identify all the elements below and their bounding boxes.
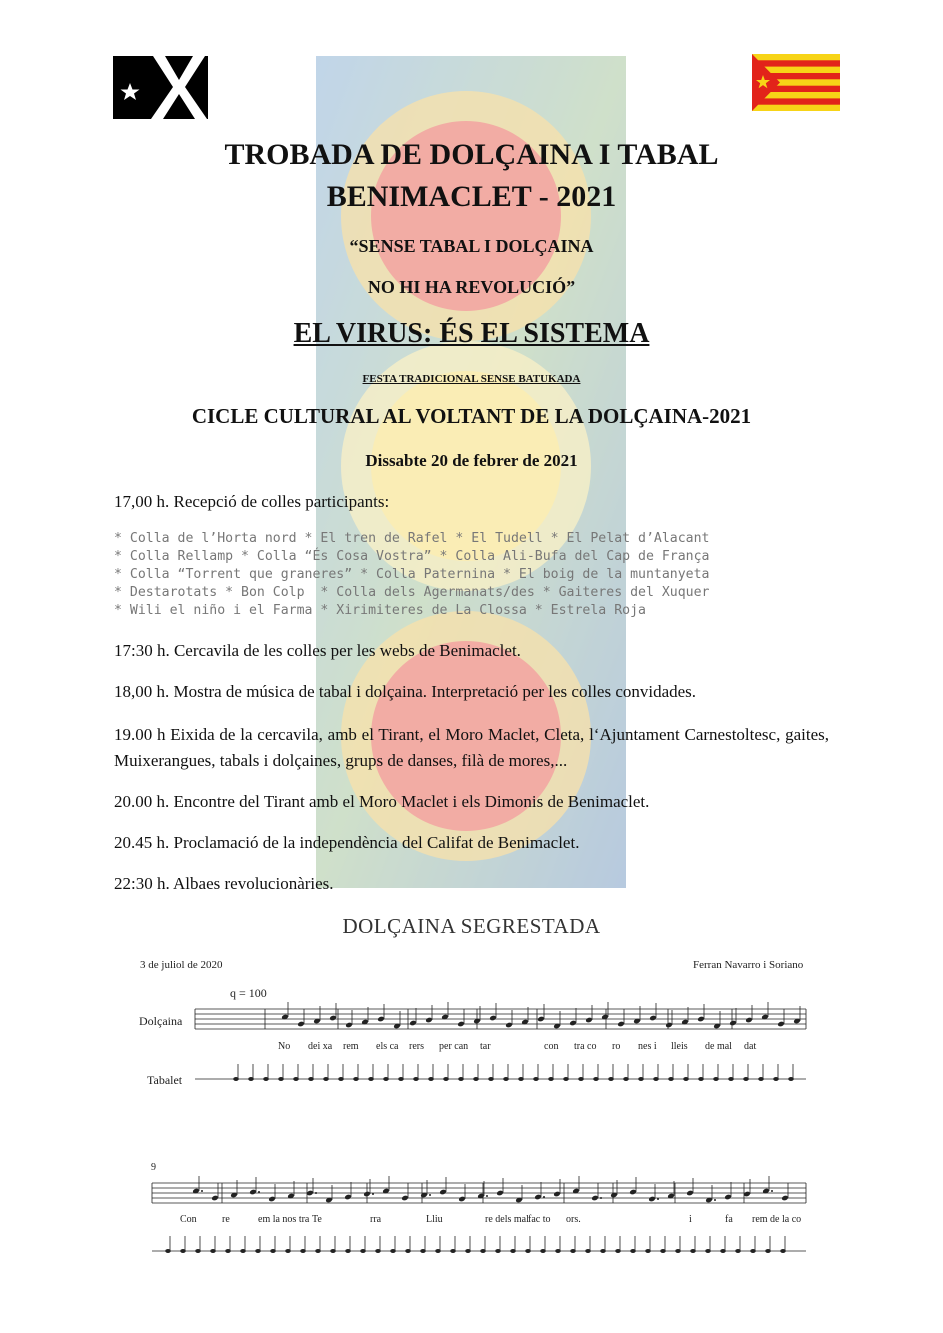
tabalet-staff-1 [195, 1064, 806, 1081]
program-item-7: 22:30 h. Albaes revolucionàries. [114, 874, 334, 893]
lyric-syllable: els ca [376, 1041, 399, 1052]
quote-line2: NO HI HA REVOLUCIÓ” [367, 277, 576, 297]
colles-line: * Colla “Torrent que graneres” * Colla Paternina * El boig de la muntanyeta [114, 567, 710, 582]
lyric-syllable: dat [744, 1041, 757, 1052]
lyric-syllable: tar [480, 1041, 491, 1052]
lyric-syllable: per can [439, 1041, 469, 1052]
lyric-syllable: nes i [638, 1041, 657, 1052]
colles-line: * Wili el niño i el Farma * Xirimiteres de La Clossa * Estrela Roja [114, 603, 646, 618]
lyric-syllable: i [689, 1214, 692, 1225]
score-title: DOLÇAINA SEGRESTADA [342, 914, 601, 938]
tabalet-staff-2 [152, 1236, 806, 1253]
lyric-syllable: con [544, 1041, 559, 1052]
instrument-label-tabalet: Tabalet [147, 1073, 183, 1087]
lyric-syllable: Te [312, 1214, 322, 1225]
lyric-syllable: fa [725, 1214, 733, 1225]
lyrics-row-2 [180, 1214, 801, 1225]
lyric-syllable: fac to [528, 1214, 551, 1225]
lyric-syllable: ro [612, 1041, 621, 1052]
score-composer: Ferran Navarro i Soriano [693, 959, 804, 971]
dolcaina-staff-1 [195, 1002, 806, 1029]
lyric-syllable: rem de la co [752, 1214, 802, 1225]
instrument-label-dolcaina: Dolçaina [139, 1014, 183, 1028]
dolcaina-staff-2 [152, 1176, 806, 1203]
program-item-5: 20.00 h. Encontre del Tirant amb el Moro Maclet i els Dimonis de Benimaclet. [114, 792, 650, 811]
program-item-2: 17:30 h. Cercavila de les colles per les webs de Benimaclet. [114, 641, 521, 660]
lyric-syllable: No [278, 1041, 291, 1052]
main-title-line1: TROBADA DE DOLÇAINA I TABAL [224, 138, 719, 171]
lyric-syllable: lleis [671, 1041, 688, 1052]
main-title-line2: BENIMACLET - 2021 [326, 180, 617, 213]
lyric-syllable: dei xa [308, 1041, 333, 1052]
lyric-syllable: tra co [574, 1041, 597, 1052]
lyric-syllable: rem [343, 1041, 359, 1052]
colles-line: * Colla de l’Horta nord * El tren de Rafel * El Tudell * El Pelat d’Alacant [114, 531, 710, 546]
subtitle-small: FESTA TRADICIONAL SENSE BATUKADA [362, 373, 581, 385]
colles-line: * Colla Rellamp * Colla “És Cosa Vostra” * Colla Ali-Bufa del Cap de França [114, 549, 710, 564]
program-item-4: 19.00 h Eixida de la cercavila, amb el Tirant, el Moro Maclet, Cleta, l‘Ajuntament Carnestoltesc, gaites, Muixerangues, tabals i dolçaines, grups de danses, filà de mores,... [114, 725, 829, 770]
lyrics-row-1 [278, 1041, 756, 1052]
quote-line1: “SENSE TABAL I DOLÇAINA [349, 236, 594, 256]
lyric-syllable: de mal [705, 1041, 732, 1052]
measure-number: 9 [151, 1162, 156, 1173]
lyric-syllable: re [222, 1214, 230, 1225]
program-item-1: 17,00 h. Recepció de colles participants: [114, 492, 390, 511]
cicle-heading: CICLE CULTURAL AL VOLTANT DE LA DOLÇAINA-2021 [191, 404, 752, 428]
lyric-syllable: Lliu [426, 1214, 443, 1225]
colles-line: * Destarotats * Bon Colp * Colla dels Agermanats/des * Gaiteres del Xuquer [114, 585, 710, 600]
lyric-syllable: rers [409, 1041, 424, 1052]
lyric-syllable: Con [180, 1214, 197, 1225]
lyric-syllable: em la nos tra [258, 1214, 310, 1225]
score-date: 3 de juliol de 2020 [140, 959, 223, 971]
slogan: EL VIRUS: ÉS EL SISTEMA [293, 318, 650, 349]
lyric-syllable: ors. [566, 1214, 581, 1225]
lyric-syllable: re dels mal [485, 1214, 529, 1225]
program-item-6: 20.45 h. Proclamació de la independència del Califat de Benimaclet. [114, 833, 580, 852]
program-item-3: 18,00 h. Mostra de música de tabal i dolçaina. Interpretació per les colles convidades. [114, 682, 697, 701]
event-date: Dissabte 20 de febrer de 2021 [365, 451, 578, 470]
lyric-syllable: rra [370, 1214, 382, 1225]
tempo-mark: q = 100 [230, 986, 267, 1000]
